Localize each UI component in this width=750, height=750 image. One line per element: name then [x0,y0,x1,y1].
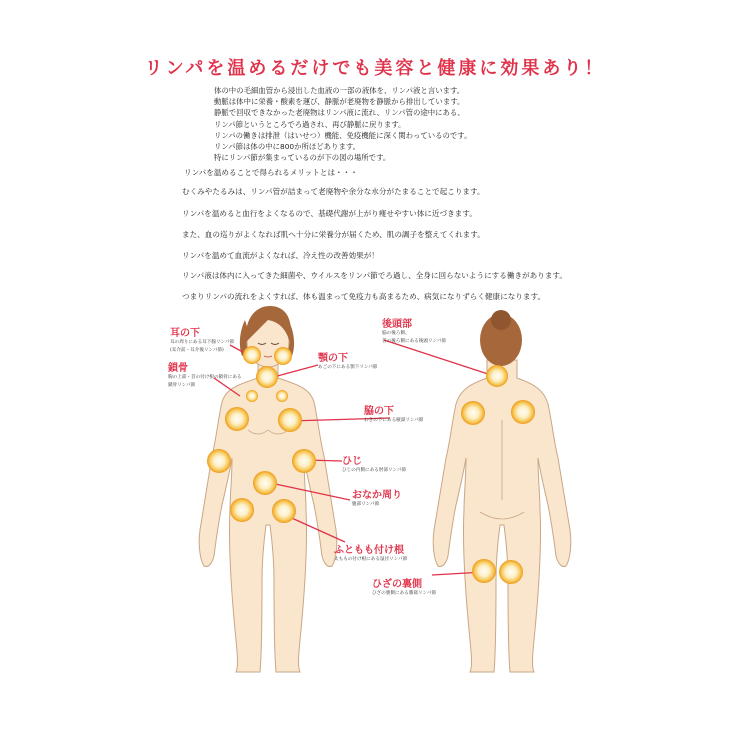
label-collarbone-sub: 鎖骨リンパ節 [168,383,196,388]
node-occipital [486,365,508,387]
node-armpit-left [225,407,249,431]
node-back-armpit-right [511,400,535,424]
label-armpit-sub: わきの下にある腋窩リンパ節 [364,418,424,423]
label-groin [334,541,407,564]
node-collarbone-right [276,390,288,402]
label-collarbone-sub: 胸の上部・首の付け根の鎖骨にある [168,375,242,380]
intro-line: 特にリンパ節が集まっているのが下の図の場所です。 [214,153,391,163]
node-elbow-left [207,449,231,473]
node-knee-right [499,560,523,584]
label-elbow-title: ひじ [342,456,362,467]
benefit-line: リンパを温めることで得られるメリットとは・・・ [184,168,358,177]
intro-line: リンパ節というところでろ過され、再び静脈に戻ります。 [214,119,406,129]
benefit-line: リンパを温めると血行をよくなるので、基礎代謝が上がり痩せやすい体に近づきます。 [182,209,477,218]
label-collarbone [168,359,242,390]
node-ear-right [274,347,292,365]
node-elbow-right [292,449,316,473]
label-ear-sub: (耳介前・耳介後リンパ節) [170,348,224,353]
label-jaw-title: 顎の下 [318,353,348,364]
label-occipital-sub: 脳の後ろ側、 [382,331,410,336]
node-knee-left [472,559,496,583]
node-armpit-right [278,408,302,432]
label-occipital-title: 後頭部 [382,319,412,330]
node-back-armpit-left [461,401,485,425]
intro-line: リンパの働きは排泄（はいせつ）機能、免疫機能に深く関わっているのです。 [214,130,472,140]
intro-line: リンパ節は体の中に800か所ほどあります。 [214,142,361,152]
benefit-line: リンパ液は体内に入ってきた細菌や、ウイルスをリンパ節でろ過し、全身に回らないようにする働きがあります。 [182,271,567,280]
intro-line: 体の中の毛細血管から浸出した血液の一部の液体を、リンパ液と言います。 [214,86,465,95]
label-belly-title: おなか周り [352,490,402,501]
label-belly-sub: 腹部リンパ節 [352,502,380,507]
label-occipital [382,315,446,346]
node-belly [253,471,277,495]
node-groin-left [230,498,254,522]
label-armpit-title: 脇の下 [364,406,394,417]
label-ear-title: 耳の下 [170,328,200,339]
label-knee [372,575,436,598]
front-body-silhouette [199,360,337,672]
node-ear-left [243,346,261,364]
benefit-line: むくみやたるみは、リンパ管が詰まって老廃物や余分な水分がたまることで起こります。 [182,187,485,196]
label-elbow-sub: ひじの内側にある肘部リンパ節 [342,468,406,473]
intro-line: 静脈で回収できなかった老廃物はリンパ液に流れ、リンパ管の途中にある、 [214,108,465,118]
label-knee-sub: ひざの裏側にある膝窩リンパ節 [372,591,436,596]
label-belly [352,486,402,509]
label-collarbone-title: 鎖骨 [168,363,188,374]
benefit-line: また、血の巡りがよくなれば肌へ十分に栄養分が届くため、肌の調子を整えてくれます。 [182,230,485,239]
back-hair-bun [491,310,511,330]
page-title: リンパを温めるだけでも美容と健康に効果あり！ [144,58,606,79]
back-body-silhouette [433,360,571,672]
node-collarbone-left [246,390,258,402]
benefit-line: リンパを温めて血流がよくなれば、冷え性の改善効果が！ [182,251,379,260]
node-jaw [256,366,278,388]
label-ear [170,324,234,355]
intro-line: 動脈は体中に栄養・酸素を運び、静脈が老廃物を静脈から排出しています。 [214,97,465,107]
label-ear-sub: 耳の周りにある耳下腺リンパ節 [170,340,234,345]
label-knee-title: ひざの裏側 [372,579,422,590]
benefit-line: つまりリンパの流れをよくすれば、体も温まって免疫力も高まるため、病気になりずらく健康になります。 [182,292,546,301]
label-groin-title: ふともも付け根 [334,545,404,556]
back-body-figure [433,310,571,672]
label-jaw-sub: あごの下にある顎下リンパ節 [318,365,378,370]
label-jaw [318,349,377,372]
label-occipital-sub: 首の後ろ側にある後頭リンパ節 [382,339,446,344]
label-elbow [342,452,406,475]
node-groin-right [272,499,296,523]
label-armpit [364,402,423,425]
label-groin-sub: 太ももの付け根にある鼠径リンパ節 [334,557,408,562]
